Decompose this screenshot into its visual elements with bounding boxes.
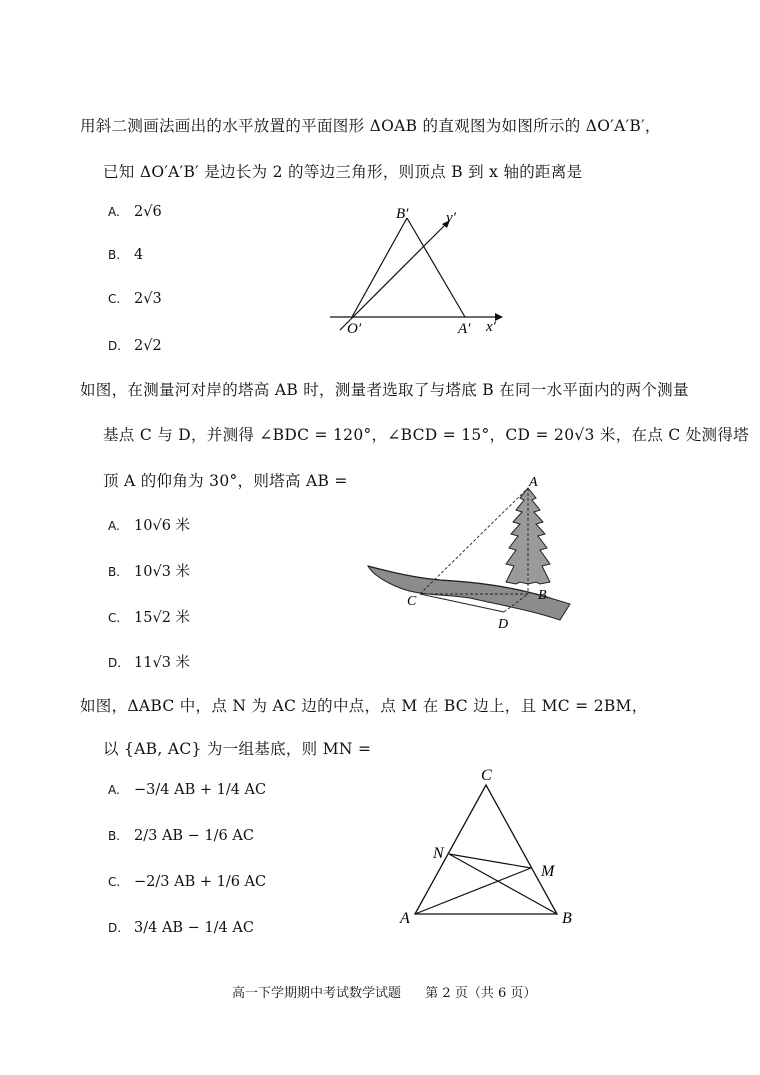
q4-line1: 用斜二测画法画出的水平放置的平面图形 ΔOAB 的直观图为如图所示的 ΔO′A′B′， [80,117,661,135]
q6-option-c [108,874,266,890]
option-text: −2/3 AB + 1/6 AC [134,874,267,890]
footer [232,982,536,1001]
label-b: B [562,910,572,927]
q4-option-a [108,204,162,220]
q5-option-b [108,560,190,581]
label-m: M [541,863,555,880]
q5-option-c [108,606,190,627]
footer-page: 第 2 页（共 6 页） [425,986,537,1001]
option-text: 11√3 米 [134,655,191,671]
label-y: y′ [446,210,456,226]
q6-option-b [108,828,254,844]
q5-line1: 如图，在测量河对岸的塔高 AB 时，测量者选取了与塔底 B 在同一水平面内的两个测量 [80,381,689,399]
option-label: D. [108,921,122,935]
side-ob [352,218,407,317]
q4-option-d [108,338,162,354]
option-text: 2√3 [134,291,162,307]
side-ab [407,218,465,317]
label-x: x′ [486,319,496,335]
label-d: D [498,617,509,632]
option-label: A. [108,205,120,219]
option-label: B. [108,829,121,843]
option-label: D. [108,339,122,353]
y-axis [340,222,448,330]
q5-option-d [108,651,190,672]
q5-line3: 顶 A 的仰角为 30°，则塔高 AB = [103,472,348,490]
option-text: 15√2 米 [134,610,191,626]
option-text: 3/4 AB − 1/4 AC [134,920,254,936]
q6-figure [395,760,585,930]
q6-option-d [108,920,254,936]
label-a: A [400,910,410,927]
option-label: D. [108,656,122,670]
option-text: 4 [134,247,144,263]
option-text: −3/4 AB + 1/4 AC [134,782,267,798]
q4-line2: 已知 ΔO′A′B′ 是边长为 2 的等边三角形，则顶点 B 到 x 轴的距离是 [103,163,583,181]
q5-option-a [108,514,190,535]
label-c: C [481,767,492,784]
segment-am [415,868,531,914]
option-label: B. [108,565,121,579]
q6-line1: 如图，ΔABC 中，点 N 为 AC 边的中点，点 M 在 BC 边上，且 MC = 2BM， [80,697,648,715]
option-text: 2√2 [134,338,162,354]
label-n: N [433,845,444,862]
label-o: O′ [347,321,362,337]
footer-title: 高一下学期期中考试数学试题 [232,986,402,1001]
option-label: C. [108,292,121,306]
label-a: A′ [458,321,471,337]
option-text: 2√6 [134,204,162,220]
q4-figure [320,200,510,345]
option-text: 10√6 米 [134,518,191,534]
q6-line2: 以 {AB, AC} 为一组基底，则 MN = [103,740,372,758]
option-label: A. [108,519,120,533]
q4-option-c [108,291,162,307]
option-label: B. [108,248,121,262]
option-label: C. [108,611,121,625]
option-label: A. [108,783,120,797]
q6-option-a [108,782,266,798]
option-text: 2/3 AB − 1/6 AC [134,828,254,844]
label-a: A [529,475,538,490]
x-axis-arrow [495,313,503,321]
option-text: 10√3 米 [134,564,191,580]
q5-line2: 基点 C 与 D，并测得 ∠BDC = 120°，∠BCD = 15°，CD = 20√3 米，在点 C 处测得塔 [103,426,749,444]
option-label: C. [108,875,121,889]
q4-option-b [108,247,143,263]
label-b: B′ [396,206,409,222]
label-c: C [407,594,417,609]
label-b: B [538,588,547,603]
q5-figure [360,470,575,635]
